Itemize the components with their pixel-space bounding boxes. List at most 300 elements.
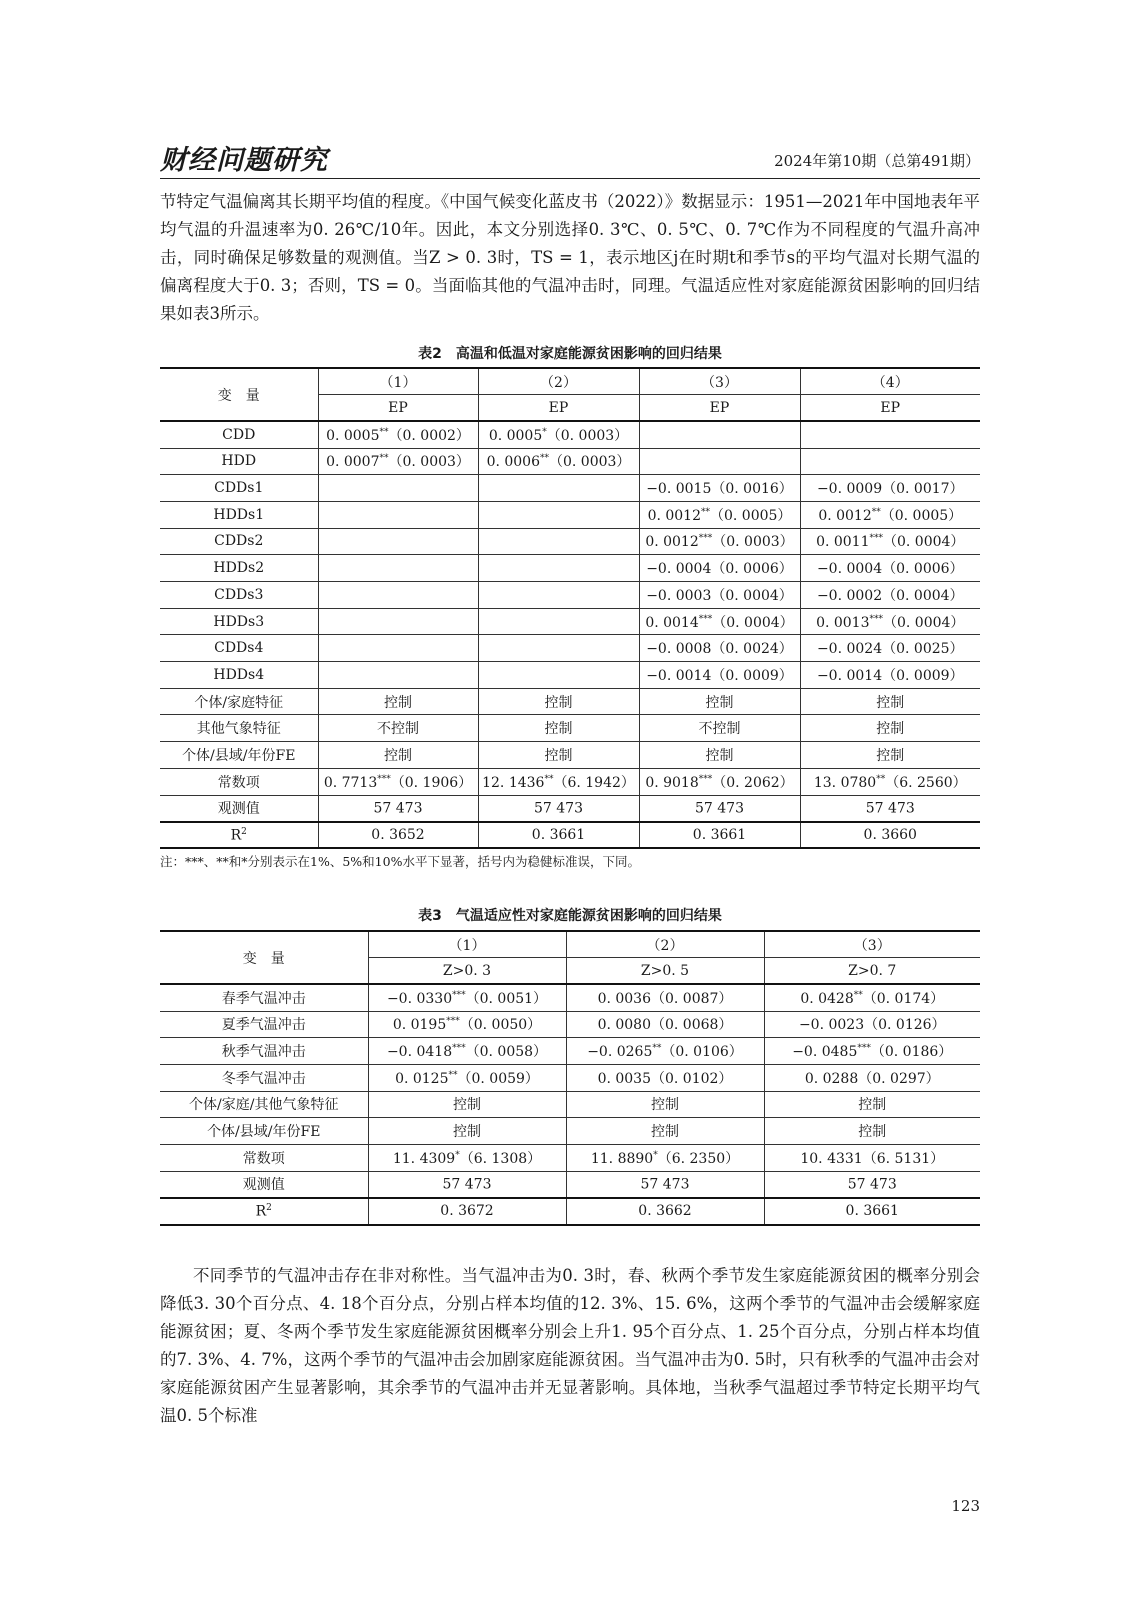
coef-value: −0. 0008 xyxy=(646,641,712,658)
coef-value: 控制 xyxy=(858,1097,887,1114)
table-row xyxy=(160,742,980,769)
table-cell xyxy=(639,795,800,822)
std-error: （0. 0059） xyxy=(457,1070,539,1087)
table-note: 注：***、**和*分别表示在1%、5%和10%水平下显著，括号内为稳健标准误，下同。 xyxy=(160,854,640,869)
std-error: （0. 0186） xyxy=(870,1044,953,1061)
table-row xyxy=(160,1038,980,1065)
table-cell xyxy=(800,768,980,795)
table-row xyxy=(160,448,980,475)
coef-value: 13. 0780 xyxy=(813,774,877,791)
coef-value: 0. 0007 xyxy=(326,454,380,471)
table-cell xyxy=(368,1145,566,1172)
coef-value: 0. 0005 xyxy=(488,427,543,444)
std-error: （0. 0006） xyxy=(882,561,964,578)
sig-stars: *** xyxy=(869,613,883,624)
std-error: （0. 2062） xyxy=(712,774,794,791)
row-label xyxy=(160,1198,368,1225)
std-error: （6. 5131） xyxy=(862,1150,945,1167)
row-label: 个体/县域/年份FE xyxy=(160,742,318,769)
table-cell xyxy=(800,715,980,742)
std-error: （0. 0003） xyxy=(549,454,631,471)
table-row xyxy=(160,768,980,795)
table-row xyxy=(160,1091,980,1118)
table-cell xyxy=(318,742,478,769)
coef-value: 0. 0014 xyxy=(645,614,699,631)
std-error: （0. 0058） xyxy=(465,1044,548,1061)
row-label: 夏季气温冲击 xyxy=(160,1011,368,1038)
sig-stars: *** xyxy=(698,613,713,624)
sig-stars: ** xyxy=(652,1043,662,1054)
table-cell xyxy=(478,688,639,715)
std-error: （6. 2350） xyxy=(657,1150,740,1167)
row-label: 冬季气温冲击 xyxy=(160,1064,368,1091)
table-cell xyxy=(639,528,800,555)
table-cell xyxy=(478,715,639,742)
table-row xyxy=(160,984,980,1011)
table-cell xyxy=(566,984,764,1011)
coef-value: −0. 0265 xyxy=(587,1044,653,1061)
coef-value: 控制 xyxy=(858,1124,887,1141)
dep-var: EP xyxy=(318,395,478,422)
sig-stars: *** xyxy=(452,1043,466,1054)
r2-value: 0. 3661 xyxy=(764,1198,980,1225)
table-row xyxy=(160,582,980,609)
table-cell xyxy=(368,984,566,1011)
dep-var: Z>0. 7 xyxy=(764,958,980,985)
std-error: （0. 0005） xyxy=(880,507,963,524)
row-label: 个体/家庭特征 xyxy=(160,688,318,715)
table-cell xyxy=(800,528,980,555)
std-error: （0. 0016） xyxy=(711,481,793,498)
coef-value: 0. 0013 xyxy=(816,614,870,631)
table-cell xyxy=(639,582,800,609)
std-error: （0. 0126） xyxy=(864,1017,946,1034)
table-cell xyxy=(318,688,478,715)
table-cell xyxy=(368,1038,566,1065)
std-error: （0. 0004） xyxy=(711,587,793,604)
std-error: （0. 0004） xyxy=(712,614,794,631)
table-cell xyxy=(764,1091,980,1118)
row-label: HDDs3 xyxy=(160,608,318,635)
table-row xyxy=(160,1064,980,1091)
col-header: （2） xyxy=(478,368,639,395)
std-error: （0. 0068） xyxy=(651,1017,733,1034)
table-cell xyxy=(764,1011,980,1038)
std-error: （0. 0002） xyxy=(388,427,470,444)
table-cell xyxy=(639,688,800,715)
issue-label: 2024年第10期（总第491期） xyxy=(774,152,980,170)
col-header: （2） xyxy=(566,931,764,958)
coef-value: 11. 4309 xyxy=(392,1150,456,1167)
std-error: （6. 2560） xyxy=(885,774,967,791)
sig-stars: * xyxy=(542,427,547,438)
r2-label: R xyxy=(230,827,242,844)
table-cell xyxy=(800,662,980,689)
col-header: （3） xyxy=(764,931,980,958)
table-cell xyxy=(566,1038,764,1065)
std-error: （0. 0102） xyxy=(651,1070,733,1087)
coef-value: 控制 xyxy=(651,1124,679,1141)
std-error: （0. 0017） xyxy=(882,481,964,498)
table-cell xyxy=(800,742,980,769)
table-cell xyxy=(478,501,639,528)
row-label: 常数项 xyxy=(160,1145,368,1172)
dep-var: EP xyxy=(800,395,980,422)
dep-var: Z>0. 5 xyxy=(566,958,764,985)
coef-value: 控制 xyxy=(651,1097,679,1114)
table-cell xyxy=(639,715,800,742)
coef-value: 0. 0012 xyxy=(647,507,701,524)
coef-value: 0. 0012 xyxy=(645,534,699,551)
row-label: 秋季气温冲击 xyxy=(160,1038,368,1065)
coef-value: −0. 0023 xyxy=(798,1017,865,1034)
coef-value: 0. 9018 xyxy=(645,774,699,791)
table-cell xyxy=(318,501,478,528)
table-row xyxy=(160,475,980,502)
table-cell xyxy=(639,635,800,662)
page-header xyxy=(160,138,980,179)
table-row xyxy=(160,421,980,448)
table-row xyxy=(160,501,980,528)
table-row xyxy=(160,1011,980,1038)
table-cell xyxy=(478,795,639,822)
dep-var: Z>0. 3 xyxy=(368,958,566,985)
table-cell xyxy=(764,1118,980,1145)
coef-value: 11. 8890 xyxy=(590,1150,654,1167)
table-cell xyxy=(800,421,980,448)
table-cell xyxy=(368,1064,566,1091)
coef-value: −0. 0024 xyxy=(816,641,883,658)
std-error: （0. 0050） xyxy=(459,1017,542,1034)
table-header-row xyxy=(160,931,980,958)
table-cell xyxy=(764,1171,980,1198)
coef-value: 控制 xyxy=(453,1097,481,1114)
coef-value: 控制 xyxy=(544,721,573,738)
table-cell xyxy=(478,448,639,475)
coef-value: 控制 xyxy=(876,721,905,738)
table-cell xyxy=(478,635,639,662)
table-cell xyxy=(639,742,800,769)
table-cell xyxy=(478,768,639,795)
coef-value: 控制 xyxy=(705,694,734,711)
std-error: （6. 1308） xyxy=(459,1150,542,1167)
col-header: （1） xyxy=(318,368,478,395)
table-cell xyxy=(566,1091,764,1118)
r2-row xyxy=(160,1198,980,1225)
table-cell xyxy=(368,1091,566,1118)
table-cell xyxy=(639,662,800,689)
coef-value: −0. 0004 xyxy=(816,561,883,578)
coef-value: 0. 0080 xyxy=(597,1017,651,1034)
table-cell xyxy=(318,795,478,822)
coef-value: 控制 xyxy=(544,694,573,711)
table-cell xyxy=(478,475,639,502)
table-cell xyxy=(318,528,478,555)
var-header: 变 量 xyxy=(160,931,368,984)
row-label: HDD xyxy=(160,448,318,475)
table-row xyxy=(160,795,980,822)
coef-value: 0. 0288 xyxy=(804,1070,859,1087)
row-label: 个体/家庭/其他气象特征 xyxy=(160,1091,368,1118)
std-error: （0. 0003） xyxy=(712,534,794,551)
sig-stars: ** xyxy=(853,990,863,1001)
table-cell xyxy=(566,1064,764,1091)
table-row xyxy=(160,608,980,635)
table-cell xyxy=(478,528,639,555)
table-cell xyxy=(639,555,800,582)
table-cell xyxy=(566,1171,764,1198)
std-error: （0. 0003） xyxy=(388,454,470,471)
sig-stars: ** xyxy=(540,453,549,464)
std-error: （0. 0009） xyxy=(711,667,793,684)
std-error: （0. 0087） xyxy=(651,990,733,1007)
std-error: （0. 0009） xyxy=(882,667,964,684)
table-cell xyxy=(639,475,800,502)
table-cell xyxy=(318,475,478,502)
table-cell xyxy=(800,555,980,582)
row-label: HDDs4 xyxy=(160,662,318,689)
table-row xyxy=(160,715,980,742)
table-cell xyxy=(764,1064,980,1091)
row-label: HDDs1 xyxy=(160,501,318,528)
std-error: （0. 1906） xyxy=(390,774,473,791)
table-cell xyxy=(800,475,980,502)
row-label: CDDs1 xyxy=(160,475,318,502)
std-error: （0. 0003） xyxy=(546,427,629,444)
coef-value: 0. 0005 xyxy=(326,427,380,444)
table-cell xyxy=(478,582,639,609)
table-cell xyxy=(639,448,800,475)
table-cell xyxy=(318,768,478,795)
sig-stars: * xyxy=(653,1150,658,1161)
table-cell xyxy=(318,555,478,582)
coef-value: 控制 xyxy=(876,747,905,764)
r2-value: 0. 3652 xyxy=(318,822,478,849)
coef-value: 控制 xyxy=(453,1124,481,1141)
table-cell xyxy=(478,608,639,635)
coef-value: 0. 0006 xyxy=(486,454,540,471)
coef-value: 不控制 xyxy=(698,721,741,738)
sig-stars: ** xyxy=(876,774,886,784)
table-cell xyxy=(566,1145,764,1172)
r2-value: 0. 3661 xyxy=(478,822,639,849)
sig-stars: ** xyxy=(379,427,389,438)
dep-var: EP xyxy=(478,395,639,422)
coef-value: 0. 0428 xyxy=(800,990,854,1007)
coef-value: 57 473 xyxy=(534,800,583,817)
sig-stars: *** xyxy=(377,774,391,784)
table-cell xyxy=(639,608,800,635)
coef-value: −0. 0004 xyxy=(646,561,712,578)
table-cell xyxy=(318,582,478,609)
std-error: （6. 1942） xyxy=(553,774,635,791)
r2-value: 0. 3660 xyxy=(800,822,980,849)
row-label: 个体/县域/年份FE xyxy=(160,1118,368,1145)
coef-value: 0. 0012 xyxy=(818,507,872,524)
coef-value: 控制 xyxy=(705,747,734,764)
sig-stars: * xyxy=(455,1150,460,1161)
row-label: 其他气象特征 xyxy=(160,715,318,742)
body-paragraph-1: 节特定气温偏离其长期平均值的程度。《中国气候变化蓝皮书（2022）》数据显示：1951—2021年中国地表年平均气温的升温速率为0. 26℃/10年。因此，本文分别选择0. 3℃、0. 5℃、0. 7℃作为不同程度的气温升高冲击，同时确保足够数量的观测值。当Z > 0. 3时，TS = 1，表示地区j在时期t和季节s的平均气温对长期气温的偏离程度大于0. 3；否则，TS = 0。当面临其他的气温冲击时，同理。气温适应性对家庭能源贫困影响的回归结果如表3所示。 xyxy=(160,192,980,323)
col-header: （3） xyxy=(639,368,800,395)
table-row xyxy=(160,1145,980,1172)
coef-value: 57 473 xyxy=(640,1176,690,1193)
table-cell xyxy=(764,1038,980,1065)
table-cell xyxy=(800,795,980,822)
table-row xyxy=(160,1171,980,1198)
coef-value: 57 473 xyxy=(695,800,744,817)
table-cell xyxy=(800,448,980,475)
r2-value: 0. 3662 xyxy=(566,1198,764,1225)
row-label: 观测值 xyxy=(160,1171,368,1198)
row-label: CDD xyxy=(160,421,318,448)
table-cell xyxy=(318,715,478,742)
table-cell xyxy=(800,501,980,528)
table-cell xyxy=(478,662,639,689)
row-label: CDDs2 xyxy=(160,528,318,555)
sig-stars: ** xyxy=(379,453,389,464)
table-cell xyxy=(478,742,639,769)
table-row xyxy=(160,555,980,582)
r2-label: R xyxy=(255,1203,267,1220)
sig-stars: ** xyxy=(701,507,710,518)
coef-value: 57 473 xyxy=(847,1176,897,1193)
coef-value: 0. 0035 xyxy=(597,1070,651,1087)
table-cell xyxy=(566,1118,764,1145)
table-cell xyxy=(800,688,980,715)
table-cell xyxy=(478,421,639,448)
coef-value: 控制 xyxy=(876,694,905,711)
row-label: CDDs3 xyxy=(160,582,318,609)
coef-value: 57 473 xyxy=(373,800,423,817)
table-row xyxy=(160,662,980,689)
row-label: CDDs4 xyxy=(160,635,318,662)
coef-value: −0. 0014 xyxy=(646,667,712,684)
r2-row xyxy=(160,822,980,849)
table3-caption: 表3 气温适应性对家庭能源贫困影响的回归结果 xyxy=(418,908,722,924)
dep-var: EP xyxy=(639,395,800,422)
coef-value: 0. 0195 xyxy=(392,1017,447,1034)
std-error: （0. 0006） xyxy=(711,561,793,578)
coef-value: 控制 xyxy=(544,747,573,764)
coef-value: 控制 xyxy=(384,747,412,764)
r2-value: 0. 3672 xyxy=(368,1198,566,1225)
table-cell xyxy=(764,1145,980,1172)
table-cell xyxy=(639,501,800,528)
table-row xyxy=(160,528,980,555)
sig-stars: ** xyxy=(448,1070,458,1081)
std-error: （0. 0025） xyxy=(882,641,964,658)
coef-value: −0. 0418 xyxy=(386,1044,453,1061)
sig-stars: ** xyxy=(871,507,881,518)
table-cell xyxy=(318,421,478,448)
coef-value: 0. 0011 xyxy=(816,534,870,551)
page-number: 123 xyxy=(951,1497,980,1515)
coef-value: 0. 0036 xyxy=(597,990,651,1007)
sig-stars: *** xyxy=(857,1043,871,1054)
sig-stars: *** xyxy=(698,774,713,784)
std-error: （0. 0004） xyxy=(882,587,964,604)
coef-value: 10. 4331 xyxy=(800,1150,863,1167)
r2-value: 0. 3661 xyxy=(639,822,800,849)
coef-value: 不控制 xyxy=(377,721,419,738)
table-cell xyxy=(566,1011,764,1038)
coef-value: −0. 0002 xyxy=(816,587,883,604)
std-error: （0. 0297） xyxy=(858,1070,940,1087)
coef-value: −0. 0014 xyxy=(816,667,883,684)
table-header-row xyxy=(160,368,980,395)
regression-table-3 xyxy=(160,930,980,1226)
std-error: （0. 0106） xyxy=(661,1044,743,1061)
r2-sup: 2 xyxy=(266,1202,272,1213)
table-cell xyxy=(318,608,478,635)
table-cell xyxy=(478,555,639,582)
coef-value: −0. 0485 xyxy=(792,1044,858,1061)
table-cell xyxy=(800,635,980,662)
coef-value: 控制 xyxy=(384,694,412,711)
table-cell xyxy=(318,448,478,475)
regression-table-2 xyxy=(160,367,980,849)
table-cell xyxy=(368,1118,566,1145)
table3-body xyxy=(160,984,980,1198)
std-error: （0. 0004） xyxy=(883,614,965,631)
table-cell xyxy=(318,635,478,662)
std-error: （0. 0004） xyxy=(883,534,965,551)
coef-value: 0. 7713 xyxy=(323,774,378,791)
coef-value: −0. 0009 xyxy=(816,481,883,498)
sig-stars: *** xyxy=(869,533,883,544)
coef-value: 0. 0125 xyxy=(395,1070,449,1087)
table-cell xyxy=(764,984,980,1011)
r2-sup: 2 xyxy=(241,826,247,837)
col-header: （4） xyxy=(800,368,980,395)
table-cell xyxy=(639,768,800,795)
body-paragraph-2: 不同季节的气温冲击存在非对称性。当气温冲击为0. 3时，春、秋两个季节发生家庭能源贫困的概率分别会降低3. 30个百分点、4. 18个百分点，分别占样本均值的12. 3%、15. 6%，这两个季节的气温冲击会缓解家庭能源贫困；夏、冬两个季节发生家庭能源贫困概率分别会上升1. 95个百分点、1. 25个百分点，分别占样本均值的7. 3%、4. 7%，这两个季节的气温冲击会加剧家庭能源贫困。当气温冲击为0. 5时，只有秋季的气温冲击会对家庭能源贫困产生显著影响，其余季节的气温冲击并无显著影响。具体地，当秋季气温超过季节特定长期平均气温0. 5个标准 xyxy=(160,1266,980,1425)
table-row xyxy=(160,688,980,715)
col-header: （1） xyxy=(368,931,566,958)
table-cell xyxy=(800,608,980,635)
row-label: 常数项 xyxy=(160,768,318,795)
std-error: （0. 0051） xyxy=(465,990,548,1007)
coef-value: −0. 0015 xyxy=(646,481,712,498)
table-row xyxy=(160,635,980,662)
row-label: 观测值 xyxy=(160,795,318,822)
table-cell xyxy=(318,662,478,689)
coef-value: −0. 0330 xyxy=(386,990,453,1007)
row-label xyxy=(160,822,318,849)
table-cell xyxy=(368,1171,566,1198)
coef-value: 57 473 xyxy=(865,800,915,817)
journal-logo: 财经问题研究 xyxy=(160,145,328,176)
table-cell xyxy=(639,421,800,448)
std-error: （0. 0024） xyxy=(711,641,793,658)
table2-body xyxy=(160,421,980,821)
sig-stars: *** xyxy=(698,533,713,544)
coef-value: 12. 1436 xyxy=(482,774,545,791)
sig-stars: *** xyxy=(446,1016,460,1027)
table-cell xyxy=(368,1011,566,1038)
std-error: （0. 0174） xyxy=(862,990,945,1007)
coef-value: −0. 0003 xyxy=(646,587,712,604)
coef-value: 57 473 xyxy=(442,1176,492,1193)
var-header: 变 量 xyxy=(160,368,318,421)
table2-caption: 表2 高温和低温对家庭能源贫困影响的回归结果 xyxy=(418,346,722,362)
row-label: 春季气温冲击 xyxy=(160,984,368,1011)
table-cell xyxy=(800,582,980,609)
sig-stars: ** xyxy=(544,774,554,784)
table-row xyxy=(160,1118,980,1145)
row-label: HDDs2 xyxy=(160,555,318,582)
